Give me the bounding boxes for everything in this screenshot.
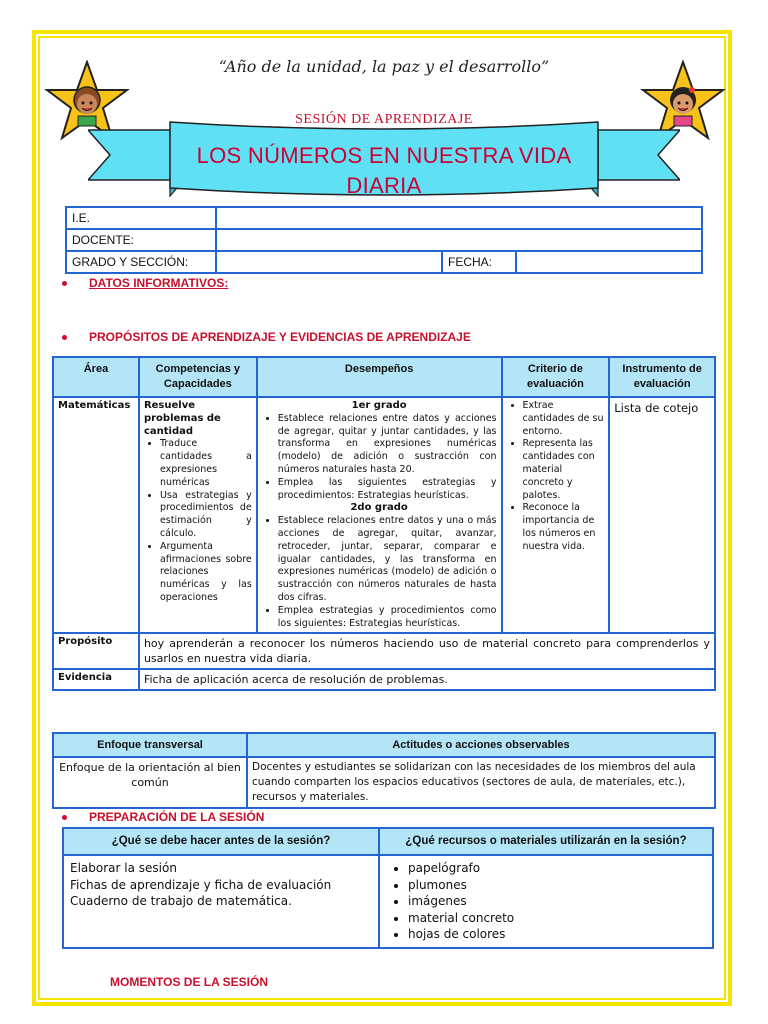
enfoque-cell: Enfoque de la orientación al bien común <box>53 757 247 808</box>
evidencia-label: Evidencia <box>53 669 139 690</box>
list-item: • material concreto <box>408 910 706 927</box>
grado-label: GRADO Y SECCIÓN: <box>66 251 216 273</box>
list-item: • Usa estrategias y procedimientos de estimación y cálculo. <box>160 490 252 541</box>
preparacion-heading: PREPARACIÓN DE LA SESIÓN <box>62 810 264 824</box>
list-item: • Extrae cantidades de su entorno. <box>523 400 605 438</box>
proposito-label: Propósito <box>53 633 139 669</box>
enfoque-table <box>52 732 716 809</box>
title-line-2: DIARIA <box>346 173 422 198</box>
evidencia-text: Ficha de aplicación acerca de resolución de problemas. <box>139 669 715 690</box>
bullet-icon <box>62 335 67 340</box>
fecha-label: FECHA: <box>442 251 516 273</box>
desempenos-cell <box>257 397 502 633</box>
list-item: • Emplea las siguientes estrategias y procedimientos: Estrategias heurísticas. <box>278 477 497 503</box>
list-item: Cuaderno de trabajo de matemática. <box>70 894 292 908</box>
antes-cell <box>63 855 379 948</box>
instrumento-cell: Lista de cotejo <box>609 397 715 633</box>
bullet-icon <box>62 815 67 820</box>
list-item: • plumones <box>408 877 706 894</box>
motto-text: “Año de la unidad, la paz y el desarrollo” <box>218 57 550 76</box>
list-item: • papelógrafo <box>408 860 706 877</box>
competencias-cell <box>139 397 257 633</box>
area-cell: Matemáticas <box>53 397 139 633</box>
list-item: • Emplea estrategias y procedimientos como los siguientes: Estrategias heurísticas. <box>278 605 497 631</box>
col-actitudes: Actitudes o acciones observables <box>247 733 715 757</box>
criterio-cell <box>502 397 610 633</box>
grado-value[interactable] <box>216 251 442 273</box>
preparacion-table <box>62 827 714 949</box>
propositos-heading: PROPÓSITOS DE APRENDIZAJE Y EVIDENCIAS DE APRENDIZAJE <box>62 330 471 344</box>
datos-informativos-heading: DATOS INFORMATIVOS: <box>62 276 228 290</box>
col-recursos: ¿Qué recursos o materiales utilizarán en la sesión? <box>379 828 713 855</box>
criterios-list <box>507 400 605 554</box>
grado1-title: 1er grado <box>351 400 407 411</box>
col-area: Área <box>53 357 139 397</box>
title-line-1: LOS NÚMEROS EN NUESTRA VIDA <box>196 143 572 168</box>
docente-value[interactable] <box>216 229 702 251</box>
recursos-list <box>386 860 706 943</box>
grado2-list <box>262 515 497 630</box>
actitudes-cell: Docentes y estudiantes se solidarizan con las necesidades de los miembros del aula cuando comparten los espacios educativos (sectores de aula, de materiales, etc.), recursos y materiales. <box>247 757 715 808</box>
momentos-heading: MOMENTOS DE LA SESIÓN <box>110 975 269 989</box>
page-title <box>170 141 598 201</box>
bullet-icon <box>62 281 67 286</box>
info-table <box>65 206 703 274</box>
col-enfoque: Enfoque transversal <box>53 733 247 757</box>
docente-label: DOCENTE: <box>66 229 216 251</box>
col-desempenos: Desempeños <box>257 357 502 397</box>
list-item: Fichas de aprendizaje y ficha de evaluación <box>70 877 332 892</box>
purposes-table <box>52 356 716 691</box>
list-item: • Traduce cantidades a expresiones numéricas <box>160 438 252 489</box>
grado1-list <box>262 413 497 503</box>
list-item: • Reconoce la importancia de los números en nuestra vida. <box>523 502 605 553</box>
list-item: • Representa las cantidades con material concreto y palotes. <box>523 438 605 502</box>
list-item: • Argumenta afirmaciones sobre relaciones numéricas y las operaciones <box>160 541 252 605</box>
col-instrumento: Instrumento de evaluación <box>609 357 715 397</box>
list-item: • Establece relaciones entre datos y una o más acciones de agregar, quitar, avanzar, retroceder, juntar, separar, comparar e igualar cantidades, y las transforma en expresiones numéricas (modelo) de adición o sustracción con números naturales de hasta dos cifras. <box>278 515 497 605</box>
ie-value[interactable] <box>216 207 702 229</box>
col-competencias: Competencias y Capacidades <box>139 357 257 397</box>
capacidades-list <box>144 438 252 604</box>
list-item: • Establece relaciones entre datos y acciones de agregar, quitar y juntar cantidades, y las transforma en expresiones numéricas (modelo) de adición o sustracción con números naturales hasta 20. <box>278 413 497 477</box>
proposito-text: hoy aprenderán a reconocer los números haciendo uso de material concreto para comprenderlos y usarlos en nuestra vida diaria. <box>139 633 715 669</box>
col-criterio: Criterio de evaluación <box>502 357 610 397</box>
session-label: SESIÓN DE APRENDIZAJE <box>295 112 473 127</box>
list-item: Elaborar la sesión <box>70 861 177 875</box>
recursos-cell <box>379 855 713 948</box>
list-item: • hojas de colores <box>408 926 706 943</box>
ie-label: I.E. <box>66 207 216 229</box>
fecha-value[interactable] <box>516 251 702 273</box>
grado2-title: 2do grado <box>350 502 408 514</box>
list-item: • imágenes <box>408 893 706 910</box>
competencia-title: Resuelve problemas de cantidad <box>143 400 221 437</box>
col-antes: ¿Qué se debe hacer antes de la sesión? <box>63 828 379 855</box>
